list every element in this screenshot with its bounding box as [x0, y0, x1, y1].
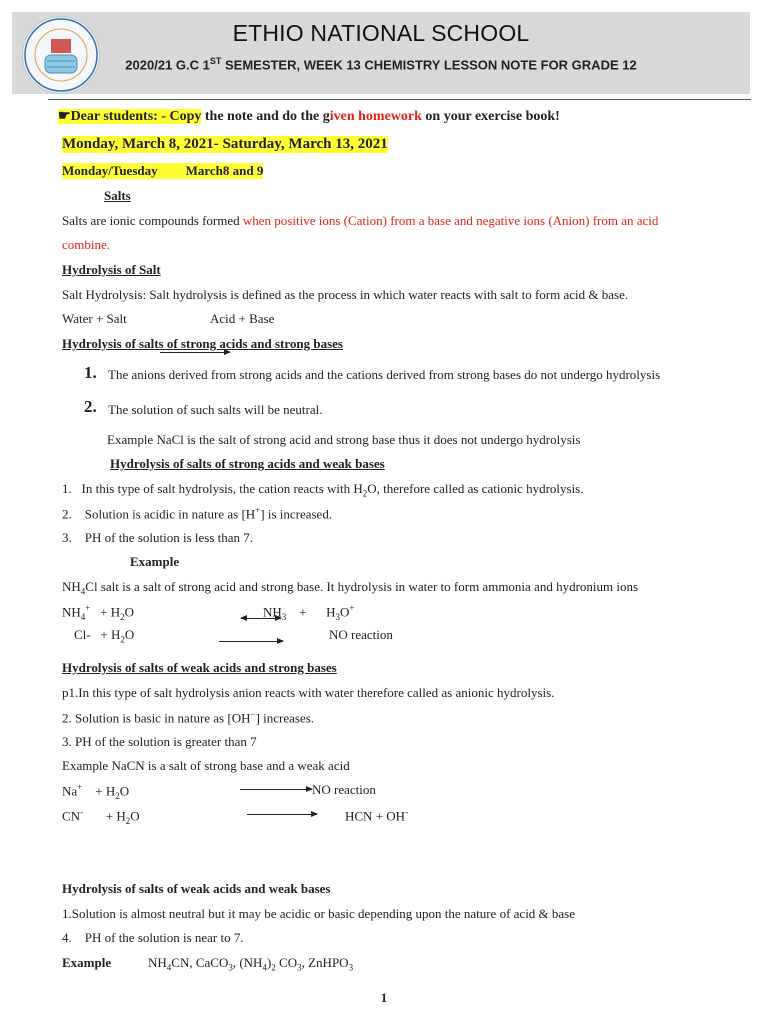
example-label: Example: [130, 554, 180, 569]
reaction-arrow: [160, 352, 230, 353]
list-item: 2. Solution is basic in nature as [OH−] increases.: [62, 709, 315, 726]
salts-heading: Salts: [104, 188, 131, 203]
reaction-products: NO reaction: [329, 627, 393, 642]
salts-definition: Salts are ionic compounds formed when positive ions (Cation) from a base and negative ions (Anion) from an acid: [62, 213, 659, 228]
hydrolysis-definition: Salt Hydrolysis: Salt hydrolysis is defined as the process in which water reacts with salt to form acid & base.: [62, 287, 629, 302]
example-label: Example: [62, 955, 112, 970]
page-number: 1: [380, 990, 388, 1005]
day-label: Monday/Tuesday March8 and 9: [62, 163, 264, 178]
reaction-arrow: [247, 814, 317, 815]
list-item: 2.: [84, 397, 97, 416]
reaction-products: NO reaction: [312, 782, 376, 797]
example-compounds: $NH_4CN$, CaCO$_3$, $(NH_4)_2$ $CO_3$, ZnHPO$_3$: [148, 955, 354, 973]
list-item: 1. In this type of salt hydrolysis, the cation reacts with $H_2O$, therefore called as cationic hydrolysis.: [62, 481, 584, 499]
hydrolysis-eq-right: Acid + Base: [210, 311, 275, 326]
school-name: ETHIO NATIONAL SCHOOL: [232, 20, 530, 46]
list-item: 3. PH of the solution is less than 7.: [62, 530, 254, 545]
list-item: 2. Solution is acidic in nature as [H+] is increased.: [62, 505, 333, 522]
example-text: Example NaCN is a salt of strong base and a weak acid: [62, 758, 350, 773]
reaction-reactants: Na+ + $H_2O$: [62, 782, 130, 801]
weak-strong-heading: Hydrolysis of salts of weak acids and strong bases: [62, 660, 337, 675]
weak-weak-heading: Hydrolysis of salts of weak acids and weak bases: [62, 881, 331, 896]
header-banner: [12, 12, 750, 94]
hydrolysis-heading: Hydrolysis of Salt: [62, 262, 161, 277]
reaction-products: $NH_3$ + $H_3O^+$: [263, 603, 355, 622]
header-rule: [48, 99, 751, 100]
list-item: p1.In this type of salt hydrolysis anion reacts with water therefore called as anionic hydrolysis.: [62, 685, 555, 700]
list-item: 3. PH of the solution is greater than 7: [62, 734, 257, 749]
list-item: 1.Solution is almost neutral but it may be acidic or basic depending upon the nature of acid & base: [62, 906, 576, 921]
reaction-reactants: CN- + $H_2O$: [62, 807, 140, 826]
hydrolysis-eq-left: Water + Salt: [62, 311, 127, 326]
salts-definition-cont: combine.: [62, 237, 111, 252]
intro-line: ☛Dear students: - Copy the note and do the given homework on your exercise book!: [58, 109, 560, 124]
list-item-text: The solution of such salts will be neutral.: [108, 402, 323, 417]
example-text: Example NaCl is the salt of strong acid and strong base thus it does not undergo hydrolysis: [107, 432, 581, 447]
strong-strong-heading: Hydrolysis of salts of strong acids and strong bases: [62, 336, 343, 351]
reaction-arrow: [240, 789, 312, 790]
pointing-hand-icon: ☛: [58, 109, 71, 124]
strong-weak-heading: Hydrolysis of salts of strong acids and weak bases: [110, 456, 385, 471]
list-item: 1.: [84, 363, 97, 382]
reaction-arrow: [219, 641, 283, 642]
example-text: $NH_4Cl$ salt is a salt of strong acid and strong base. It hydrolysis in water to form ammonia and hydronium ions: [62, 579, 639, 597]
reaction-products: HCN + OH-: [345, 807, 409, 824]
reaction-reactants: $NH_4^+$ + $H_2O$: [62, 603, 134, 622]
lesson-subtitle: 2020/21 G.C 1ST SEMESTER, WEEK 13 CHEMISTRY LESSON NOTE FOR GRADE 12: [125, 56, 637, 73]
date-range: Monday, March 8, 2021- Saturday, March 13, 2021: [62, 136, 388, 152]
list-item-text: The anions derived from strong acids and the cations derived from strong bases do not undergo hydrolysis: [108, 367, 661, 382]
list-item: 4. PH of the solution is near to 7.: [62, 930, 244, 945]
reaction-reactants: Cl- + $H_2O$: [74, 627, 135, 645]
